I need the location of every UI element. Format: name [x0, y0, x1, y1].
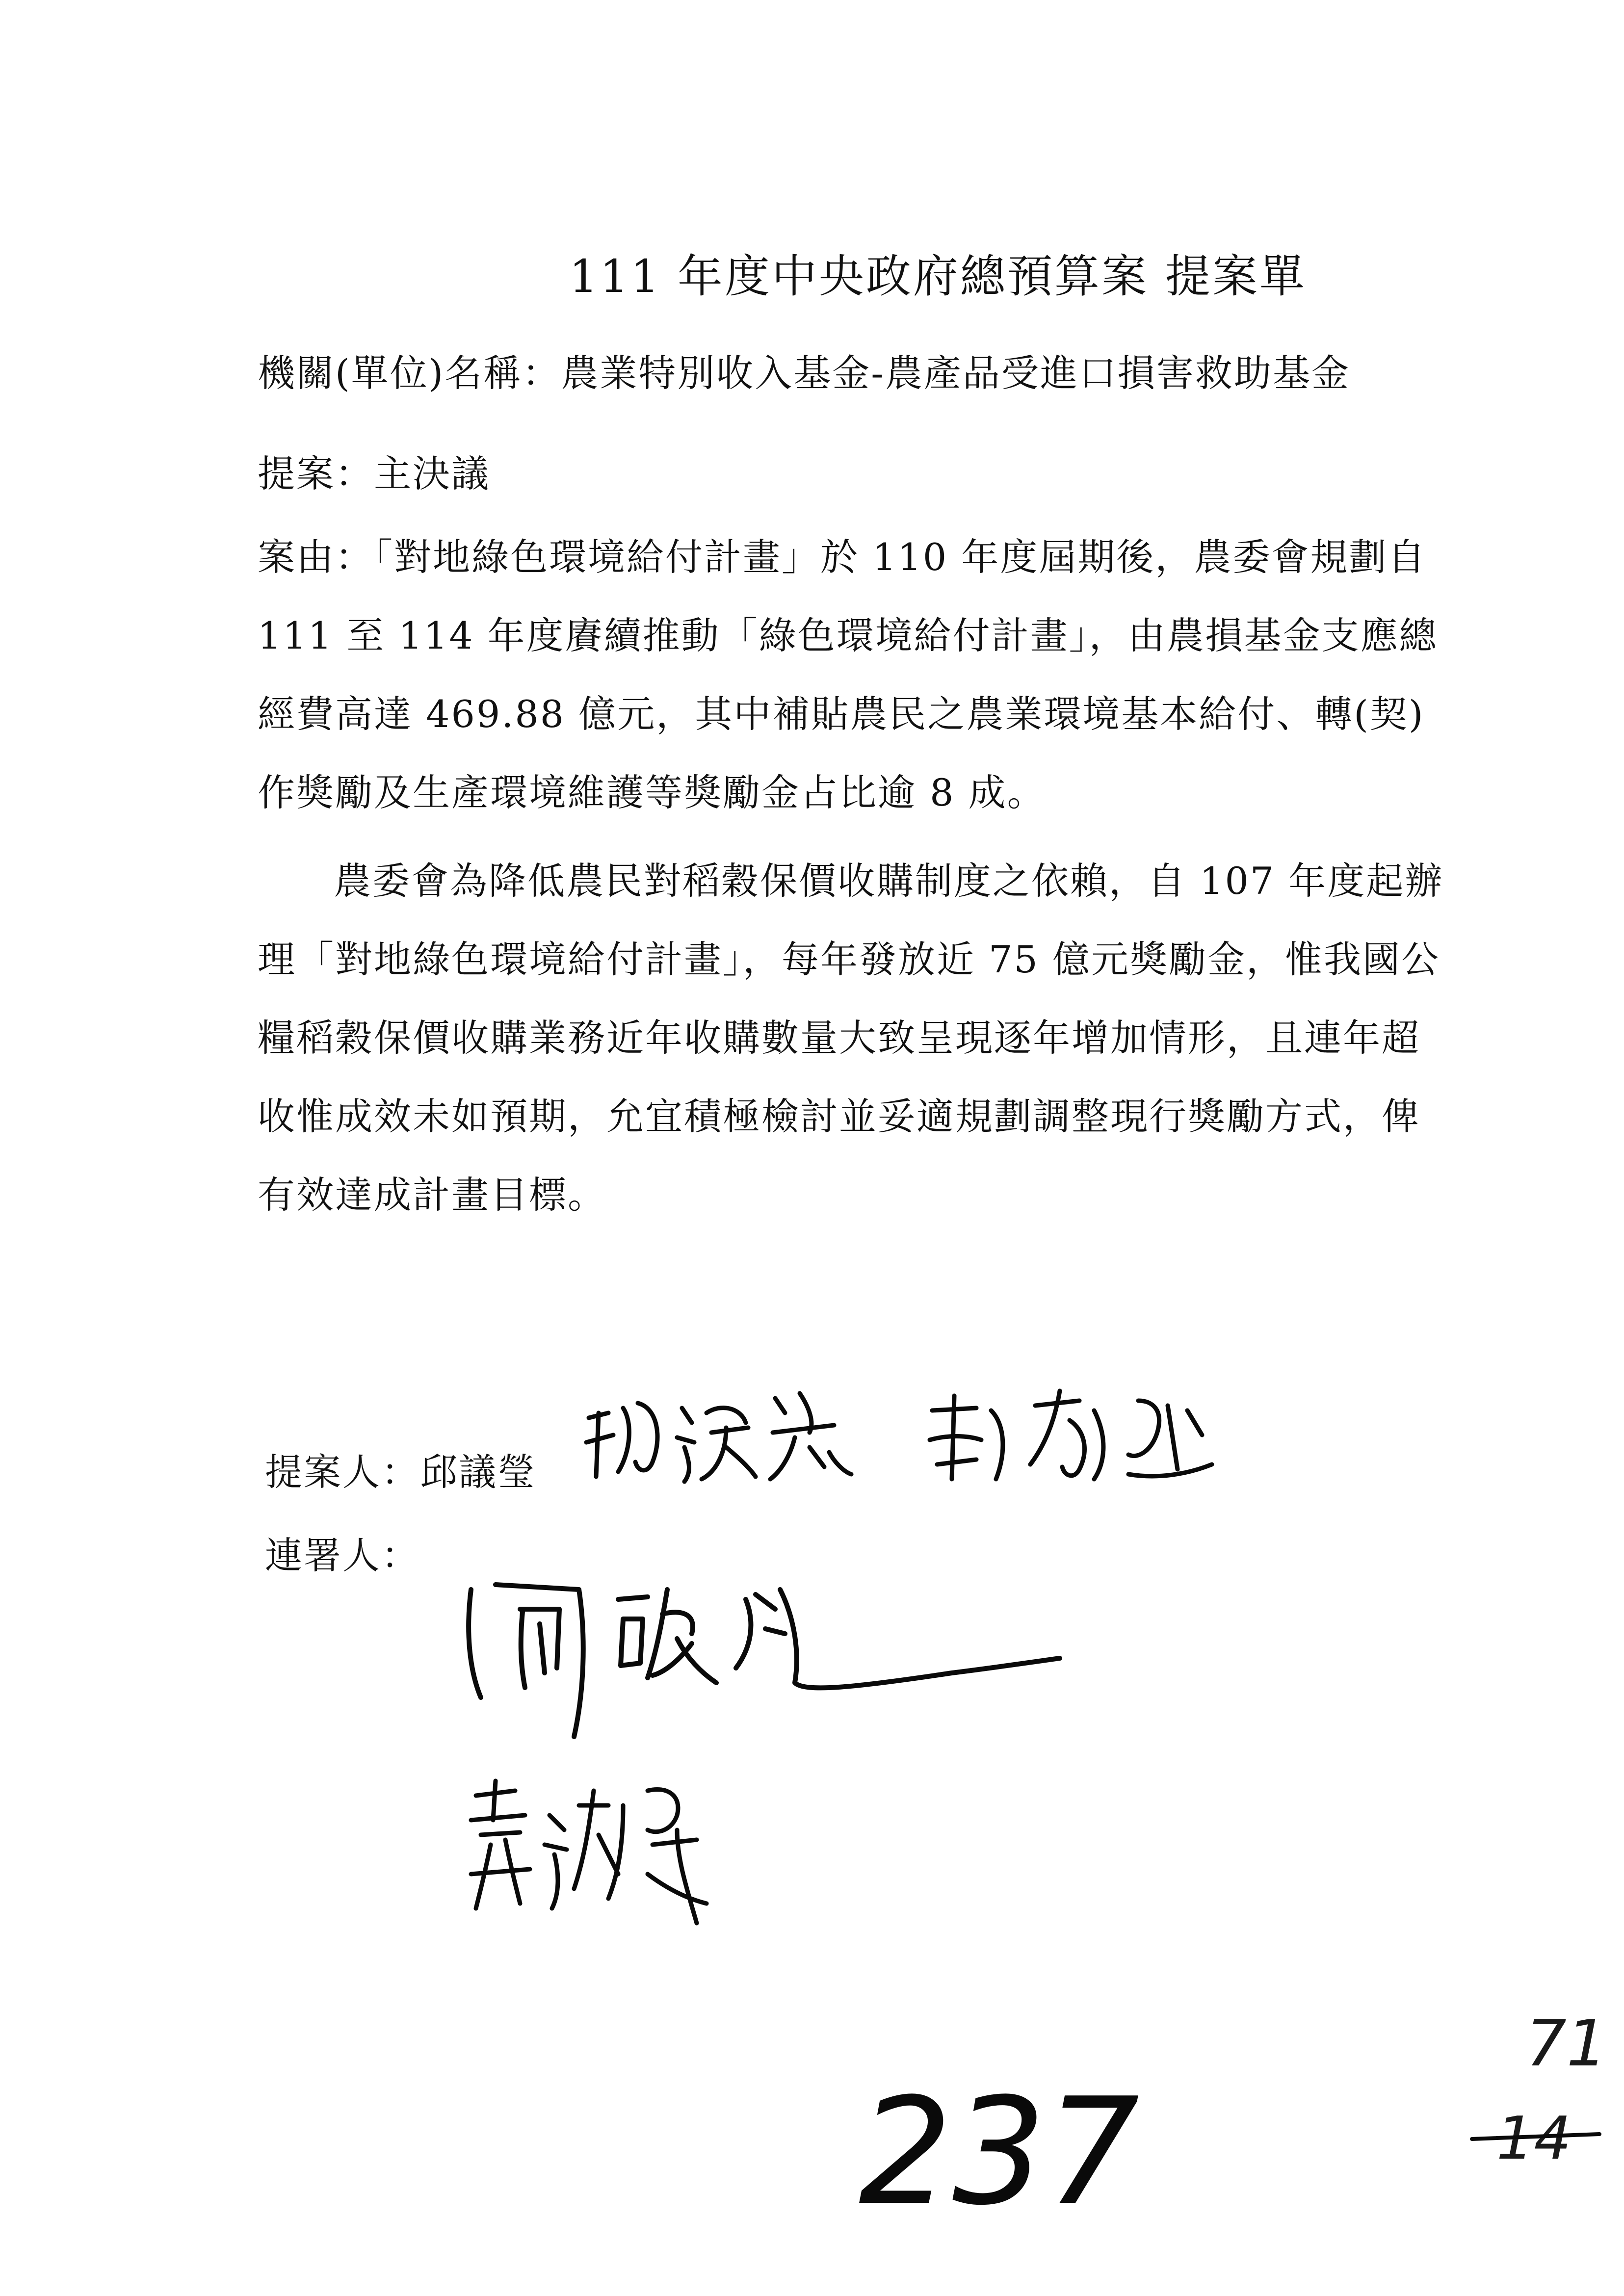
- reason-line-1: 案由：「對地綠色環境給付計畫」於 110 年度屆期後，農委會規劃自: [258, 535, 1427, 579]
- document-title: [569, 240, 1354, 305]
- proposer-label: 提案人：邱議瑩: [265, 1450, 536, 1494]
- body-line-4: 收惟成效未如預期，允宜積極檢討並妥適規劃調整現行獎勵方式，俾: [258, 1095, 1420, 1138]
- reason-line-3: 經費高達 469.88 億元，其中補貼農民之農業環境基本給付、轉(契): [258, 692, 1425, 736]
- cosigner-label: 連署人：: [265, 1534, 420, 1577]
- reason-line-4: 作獎勵及生產環境維護等獎勵金占比逾 8 成。: [258, 771, 1046, 814]
- reason-line-2: 111 至 114 年度賡續推動「綠色環境給付計畫」，由農損基金支應總: [258, 614, 1438, 657]
- margin-note-top: 71: [1526, 2006, 1607, 2081]
- title-main: 111 年度中央政府總預算案: [569, 250, 1149, 303]
- page-number: 237: [859, 2066, 1140, 2238]
- signature-1: [579, 1379, 854, 1491]
- signature-3: [461, 1570, 1079, 1747]
- body-line-3: 糧稻穀保價收購業務近年收購數量大致呈現逐年增加情形，且連年超: [258, 1016, 1420, 1060]
- signature-2: [922, 1381, 1227, 1489]
- strike-line: [1472, 2134, 1599, 2139]
- title-form-type: 提案單: [1165, 250, 1307, 303]
- body-line-1: 農委會為降低農民對稻穀保價收購制度之依賴，自 107 年度起辦: [334, 859, 1444, 903]
- agency-name: 機關(單位)名稱：農業特別收入基金-農產品受進口損害救助基金: [258, 351, 1350, 395]
- proposal-type: 提案：主決議: [258, 452, 490, 496]
- margin-note-bottom: 14: [1496, 2105, 1572, 2173]
- margin-note: [1467, 1982, 1614, 2193]
- page-number-handwritten: [854, 2056, 1140, 2238]
- signature-4: [461, 1776, 726, 1938]
- body-line-5: 有效達成計畫目標。: [258, 1173, 606, 1217]
- body-line-2: 理「對地綠色環境給付計畫」，每年發放近 75 億元獎勵金，惟我國公: [258, 938, 1441, 981]
